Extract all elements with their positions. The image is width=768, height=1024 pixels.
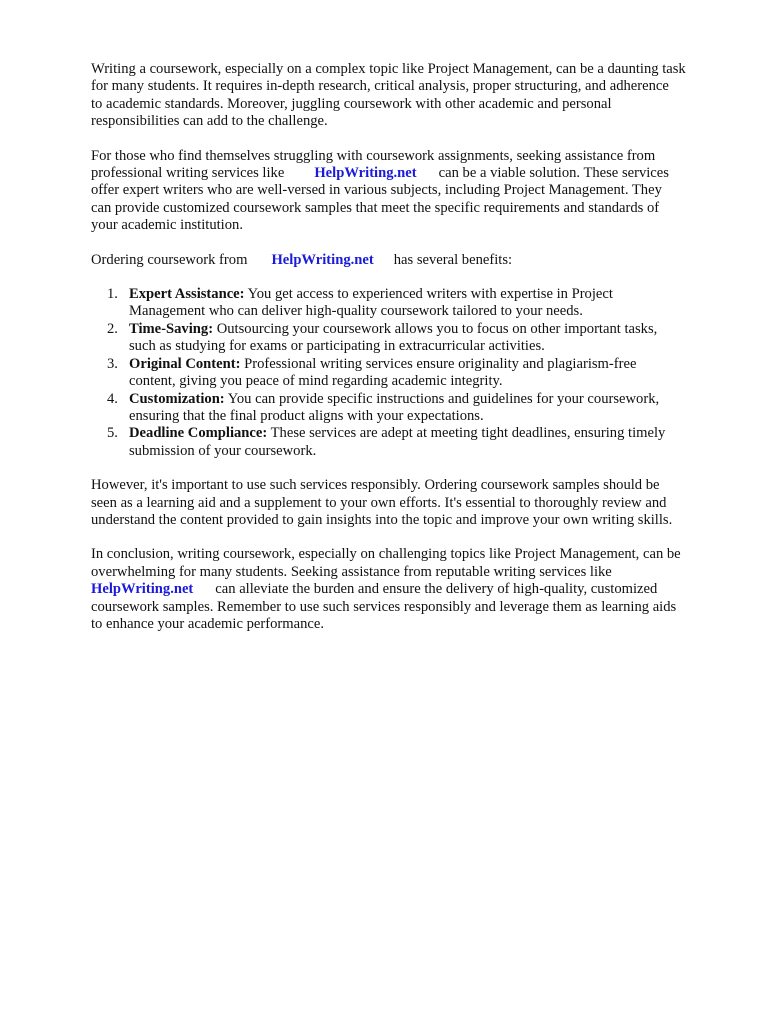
list-number: 4. bbox=[107, 390, 118, 407]
text-line: Management who can deliver high-quality coursework tailored to your needs. bbox=[129, 303, 583, 320]
struggle-paragraph bbox=[91, 148, 731, 235]
however-paragraph bbox=[91, 477, 731, 529]
text-line bbox=[91, 165, 731, 182]
text-segment: has several benefits: bbox=[393, 251, 513, 268]
text-line: submission of your coursework. bbox=[129, 442, 317, 459]
text-segment: can alleviate the burden and ensure the delivery of high-quality, customized bbox=[215, 581, 658, 598]
text-line: seen as a learning aid and a supplement to your own efforts. It's essential to thoroughly review and bbox=[91, 494, 667, 511]
benefit-text: You can provide specific instructions and guidelines for your coursework, bbox=[227, 390, 660, 407]
list-number: 5. bbox=[107, 425, 118, 442]
list-number: 1. bbox=[107, 286, 118, 303]
text-line: ensuring that the final product aligns with your expectations. bbox=[129, 407, 484, 424]
text-line: content, giving you peace of mind regarding academic integrity. bbox=[129, 373, 503, 390]
text-segment: professional writing services like bbox=[91, 165, 285, 182]
list-item bbox=[91, 425, 731, 460]
text-line bbox=[129, 391, 731, 408]
text-line: for many students. It requires in-depth research, critical analysis, proper structuring, and adherence bbox=[91, 78, 669, 95]
list-item bbox=[91, 391, 731, 426]
benefit-term: Expert Assistance: bbox=[129, 286, 245, 303]
text-line: understand the content provided to gain insights into the topic and improve your own writing skills. bbox=[91, 511, 673, 528]
text-line: In conclusion, writing coursework, especially on challenging topics like Project Management, can be bbox=[91, 546, 681, 563]
ordering-paragraph bbox=[91, 252, 731, 269]
text-line: Writing a coursework, especially on a complex topic like Project Management, can be a daunting task bbox=[91, 61, 686, 77]
text-line: to enhance your academic performance. bbox=[91, 615, 324, 632]
text-line: responsibilities can add to the challenge. bbox=[91, 113, 328, 130]
benefit-text: These services are adept at meeting tight deadlines, ensuring timely bbox=[270, 425, 666, 442]
text-line: your academic institution. bbox=[91, 217, 243, 234]
text-line: such as studying for exams or participating in extracurricular activities. bbox=[129, 338, 545, 355]
list-number: 3. bbox=[107, 355, 118, 372]
benefit-text: You get access to experienced writers with expertise in Project bbox=[247, 286, 613, 303]
helpwriting-link[interactable]: HelpWriting.net bbox=[271, 251, 374, 268]
list-item bbox=[91, 321, 731, 356]
benefit-text: Outsourcing your coursework allows you to focus on other important tasks, bbox=[216, 320, 658, 337]
text-line: coursework samples. Remember to use such services responsibly and leverage them as learning aids bbox=[91, 598, 677, 615]
list-item bbox=[91, 356, 731, 391]
list-number: 2. bbox=[107, 320, 118, 337]
text-line bbox=[91, 252, 731, 269]
text-line bbox=[129, 356, 731, 373]
list-item bbox=[91, 286, 731, 321]
text-line: overwhelming for many students. Seeking assistance from reputable writing services like bbox=[91, 563, 612, 580]
text-line bbox=[129, 425, 731, 442]
text-line: offer expert writers who are well-versed in various subjects, including Project Management. They bbox=[91, 182, 662, 199]
benefit-term: Time-Saving: bbox=[129, 320, 214, 337]
text-line bbox=[129, 286, 731, 303]
text-segment: Ordering coursework from bbox=[91, 251, 248, 268]
intro-paragraph bbox=[91, 61, 731, 131]
benefit-term: Original Content: bbox=[129, 355, 241, 372]
document-page bbox=[91, 61, 731, 650]
text-line: can provide customized coursework samples that meet the specific requirements and standards of bbox=[91, 199, 660, 216]
conclusion-paragraph bbox=[91, 546, 731, 633]
text-segment: can be a viable solution. These services bbox=[438, 165, 669, 182]
text-line: For those who find themselves struggling with coursework assignments, seeking assistance from bbox=[91, 147, 656, 164]
benefit-term: Deadline Compliance: bbox=[129, 425, 268, 442]
benefit-term: Customization: bbox=[129, 390, 225, 407]
helpwriting-link[interactable]: HelpWriting.net bbox=[314, 165, 417, 182]
helpwriting-link[interactable]: HelpWriting.net bbox=[91, 581, 194, 598]
benefit-text: Professional writing services ensure originality and plagiarism-free bbox=[244, 355, 637, 372]
benefits-list bbox=[91, 286, 731, 460]
text-line: to academic standards. Moreover, juggling coursework with other academic and personal bbox=[91, 95, 612, 112]
text-line bbox=[91, 581, 731, 598]
text-line: However, it's important to use such services responsibly. Ordering coursework samples should be bbox=[91, 477, 660, 494]
text-line bbox=[129, 321, 731, 338]
